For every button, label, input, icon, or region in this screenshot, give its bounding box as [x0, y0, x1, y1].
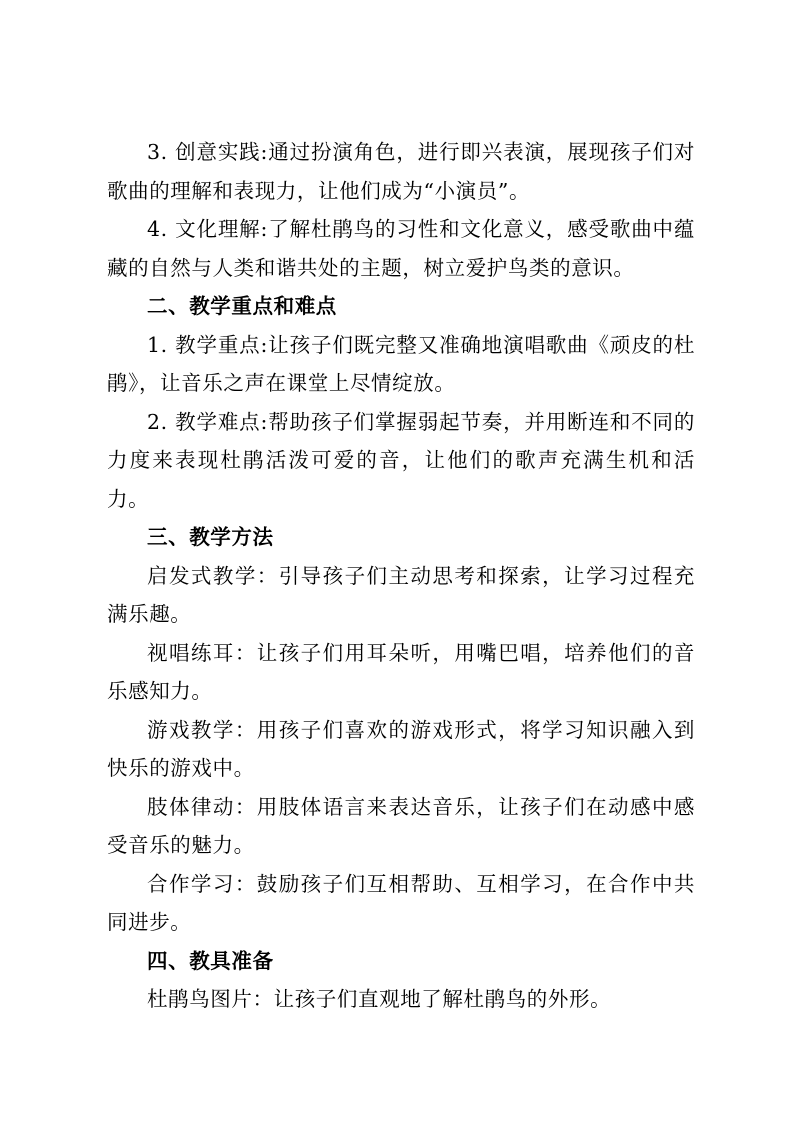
section-heading-materials: 四、教具准备: [147, 948, 274, 973]
paragraph-creative-practice: 3. 创意实践:通过扮演角色，进行即兴表演，展现孩子们对歌曲的理解和表现力，让他们成为“小演员”。: [107, 140, 695, 203]
paragraph-game-teaching: 游戏教学：用孩子们喜欢的游戏形式，将学习知识融入到快乐的游戏中。: [107, 717, 695, 780]
paragraph-cooperative-learning: 合作学习：鼓励孩子们互相帮助、互相学习，在合作中共同进步。: [107, 871, 695, 934]
paragraph-cultural-understanding: 4. 文化理解:了解杜鹃鸟的习性和文化意义，感受歌曲中蕴藏的自然与人类和谐共处的主题，树立爱护鸟类的意识。: [107, 217, 695, 280]
paragraph-teaching-focus: 1. 教学重点:让孩子们既完整又准确地演唱歌曲《顽皮的杜鹃》，让音乐之声在课堂上尽情绽放。: [107, 332, 695, 395]
paragraph-sight-singing: 视唱练耳：让孩子们用耳朵听，用嘴巴唱，培养他们的音乐感知力。: [107, 640, 695, 703]
paragraph-teaching-difficulty: 2. 教学难点:帮助孩子们掌握弱起节奏，并用断连和不同的力度来表现杜鹃活泼可爱的音，让他们的歌声充满生机和活力。: [107, 409, 695, 511]
document-body: [107, 133, 695, 1019]
section-heading-methods: 三、教学方法: [147, 525, 274, 549]
paragraph-body-rhythm: 肢体律动：用肢体语言来表达音乐，让孩子们在动感中感受音乐的魅力。: [107, 794, 695, 857]
section-heading-key-points: 二、教学重点和难点: [147, 294, 337, 318]
paragraph-cuckoo-pictures: 杜鹃鸟图片：让孩子们直观地了解杜鹃鸟的外形。: [147, 987, 612, 1011]
paragraph-heuristic-teaching: 启发式教学：引导孩子们主动思考和探索，让学习过程充满乐趣。: [107, 563, 695, 626]
